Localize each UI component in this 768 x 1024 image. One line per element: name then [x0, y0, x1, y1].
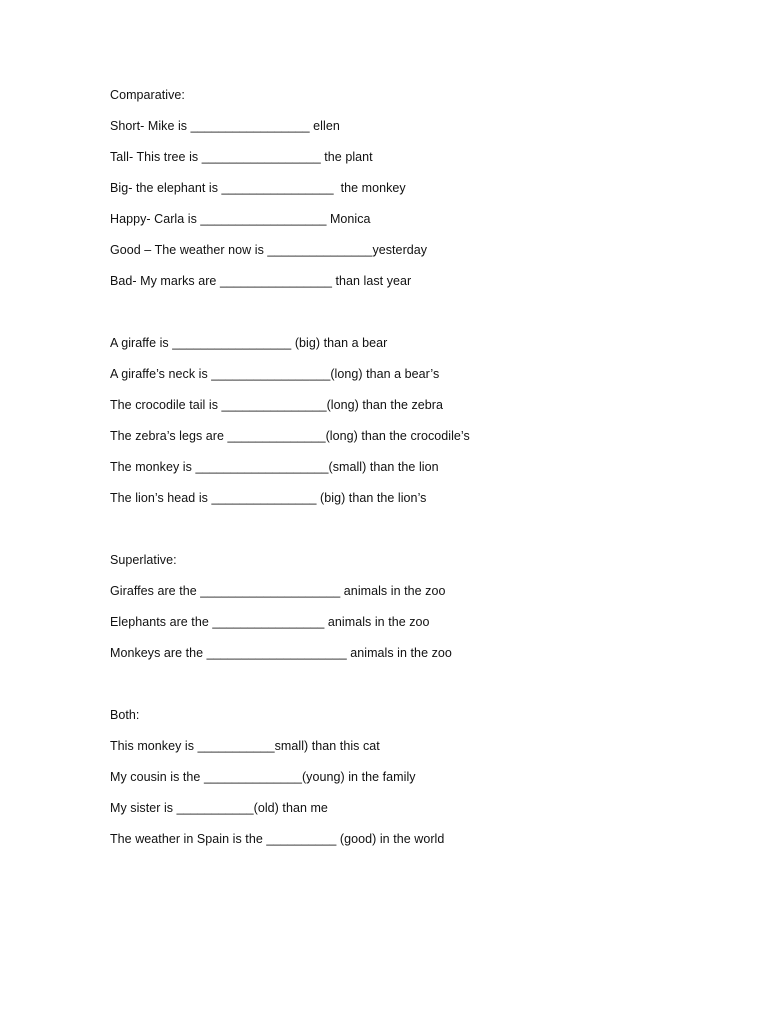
exercise-line: Monkeys are the ____________________ animals in the zoo: [110, 646, 452, 660]
exercise-line: The weather in Spain is the __________ (good) in the world: [110, 832, 445, 846]
exercise-line: Good – The weather now is _______________yesterday: [110, 243, 428, 257]
exercise-line: The zebra’s legs are ______________(long) than the crocodile’s: [110, 429, 470, 443]
exercise-line: Giraffes are the ____________________ animals in the zoo: [110, 584, 446, 598]
exercise-line: Tall- This tree is _________________ the plant: [110, 150, 373, 164]
section-spacer: [110, 675, 730, 706]
exercise-line: My cousin is the ______________(young) in the family: [110, 770, 416, 784]
exercise-line: This monkey is ___________small) than this cat: [110, 739, 380, 753]
exercise-line: A giraffe is _________________ (big) than a bear: [110, 336, 388, 350]
section-heading-superlative: Superlative:: [110, 553, 177, 567]
exercise-line: A giraffe’s neck is _________________(long) than a bear’s: [110, 367, 440, 381]
section-spacer: [110, 303, 730, 334]
exercise-line: Bad- My marks are ________________ than last year: [110, 274, 412, 288]
worksheet-page: [110, 86, 730, 861]
exercise-line: The monkey is ___________________(small) than the lion: [110, 460, 439, 474]
exercise-line: My sister is ___________(old) than me: [110, 801, 328, 815]
section-heading-both: Both:: [110, 708, 140, 722]
exercise-line: Elephants are the ________________ animals in the zoo: [110, 615, 430, 629]
exercise-line: Happy- Carla is __________________ Monica: [110, 212, 371, 226]
section-spacer: [110, 520, 730, 551]
section-heading-comparative: Comparative:: [110, 88, 185, 102]
exercise-line: Short- Mike is _________________ ellen: [110, 119, 340, 133]
exercise-line: The lion’s head is _______________ (big) than the lion’s: [110, 491, 427, 505]
exercise-line: The crocodile tail is _______________(long) than the zebra: [110, 398, 443, 412]
exercise-line: Big- the elephant is ________________ the monkey: [110, 181, 406, 195]
